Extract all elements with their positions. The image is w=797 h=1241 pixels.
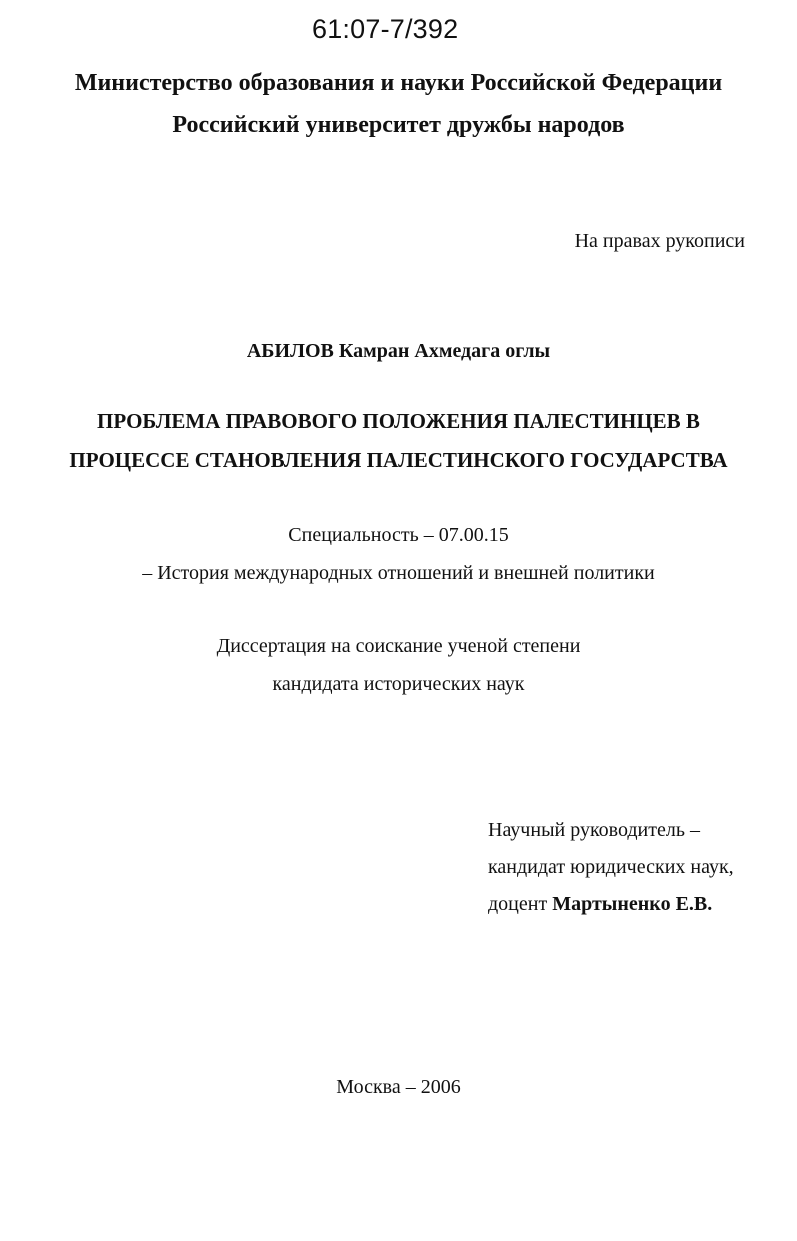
supervisor-degree: кандидат юридических наук, bbox=[488, 856, 734, 878]
dissertation-title-line-2: ПРОЦЕССЕ СТАНОВЛЕНИЯ ПАЛЕСТИНСКОГО ГОСУДАРСТВА bbox=[69, 448, 728, 472]
university-heading: Российский университет дружбы народов bbox=[172, 112, 625, 138]
supervisor-name: Мартыненко Е.В. bbox=[552, 893, 713, 915]
manuscript-note: На правах рукописи bbox=[574, 230, 745, 252]
author-name: АБИЛОВ Камран Ахмедага оглы bbox=[246, 340, 551, 362]
degree-purpose: Диссертация на соискание ученой степени bbox=[216, 635, 581, 657]
degree-name: кандидата исторических наук bbox=[272, 673, 525, 695]
ministry-heading: Министерство образования и науки Российской Федерации bbox=[74, 70, 723, 96]
archive-code: 61:07-7/392 bbox=[312, 14, 459, 44]
dissertation-title-line-1: ПРОБЛЕМА ПРАВОВОГО ПОЛОЖЕНИЯ ПАЛЕСТИНЦЕВ В bbox=[97, 409, 700, 433]
supervisor-label: Научный руководитель – bbox=[488, 819, 700, 841]
specialty-code: Специальность – 07.00.15 bbox=[288, 524, 509, 546]
supervisor-title: доцент bbox=[488, 893, 548, 915]
supervisor-title-and-name bbox=[488, 893, 712, 916]
specialty-name: – История международных отношений и внешней политики bbox=[142, 562, 655, 584]
city-and-year: Москва – 2006 bbox=[336, 1076, 461, 1098]
